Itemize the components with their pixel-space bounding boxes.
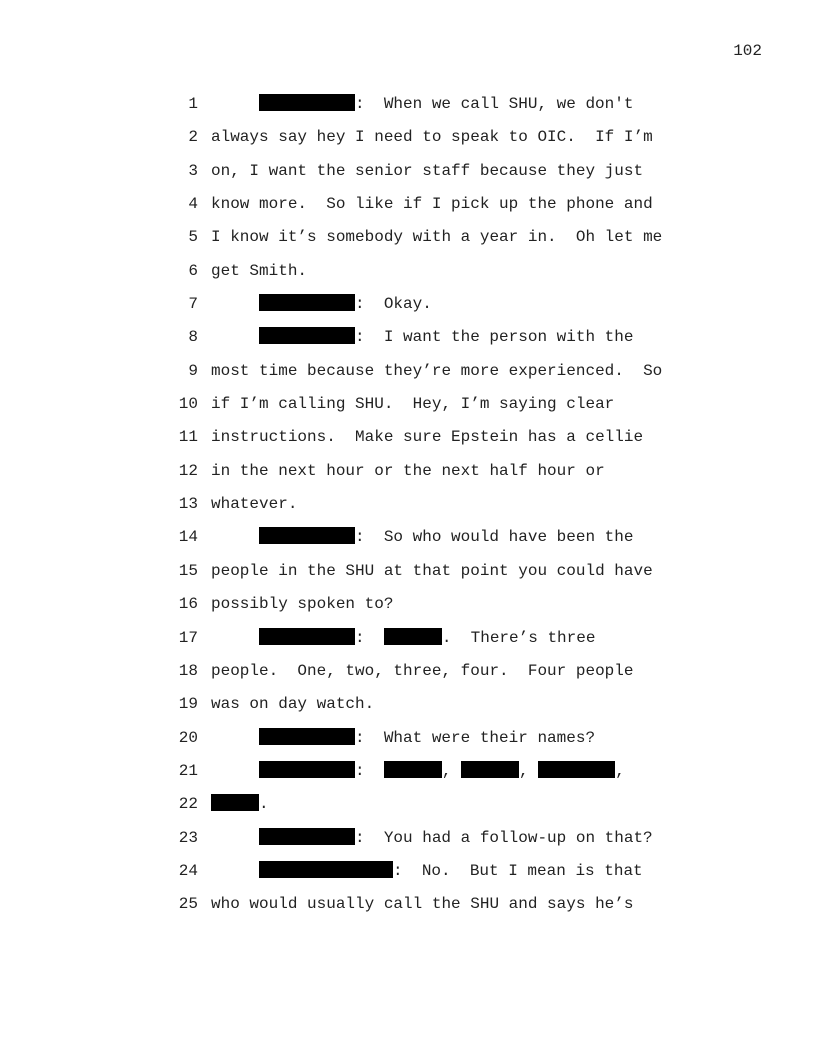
transcript-line xyxy=(0,158,816,191)
line-content: get Smith. xyxy=(211,261,308,280)
transcript-line xyxy=(0,358,816,391)
transcript-line xyxy=(0,658,816,691)
line-number: 25 xyxy=(178,895,198,914)
line-text xyxy=(259,825,653,851)
line-content: know more. So like if I pick up the phone and xyxy=(211,195,653,214)
line-content: So who would have been the xyxy=(383,528,634,547)
transcript-body xyxy=(0,91,816,925)
redaction-box xyxy=(259,761,355,778)
transcript-line xyxy=(0,91,816,124)
comma-separator: , xyxy=(615,761,625,780)
line-number: 21 xyxy=(178,761,198,780)
line-content: You had a follow-up on that? xyxy=(383,828,653,847)
line-text xyxy=(259,858,643,884)
line-content: was on day watch. xyxy=(211,695,375,714)
transcript-line xyxy=(0,124,816,157)
line-number: 20 xyxy=(178,728,198,747)
transcript-line xyxy=(0,191,816,224)
line-number: 19 xyxy=(178,695,198,714)
line-number: 14 xyxy=(178,528,198,547)
transcript-line xyxy=(0,891,816,924)
line-number: 15 xyxy=(178,561,198,580)
redaction-box xyxy=(259,728,355,745)
transcript-line xyxy=(0,224,816,257)
redaction-box xyxy=(259,828,355,845)
period-separator: . xyxy=(259,795,269,814)
line-content: I want the person with the xyxy=(383,328,634,347)
comma-separator: , xyxy=(441,761,452,780)
line-number: 1 xyxy=(188,95,198,113)
line-number: 4 xyxy=(188,195,198,214)
transcript-line xyxy=(0,558,816,591)
line-text xyxy=(259,291,432,317)
speaker-separator: : xyxy=(355,628,384,647)
line-content: No. But I mean is that xyxy=(421,861,643,880)
line-content: I know it’s somebody with a year in. Oh let me xyxy=(211,228,663,247)
page-number: 102 xyxy=(733,42,762,60)
speaker-separator: : xyxy=(355,761,384,780)
transcript-line xyxy=(0,458,816,491)
transcript-line xyxy=(0,858,816,891)
redaction-box xyxy=(211,794,259,811)
transcript-line xyxy=(0,324,816,357)
line-number: 11 xyxy=(178,428,198,447)
line-number: 7 xyxy=(188,295,198,314)
line-content: on, I want the senior staff because they just xyxy=(211,161,644,180)
line-content: When we call SHU, we don't xyxy=(383,95,634,113)
speaker-separator: : xyxy=(355,95,384,113)
line-content: There’s three xyxy=(470,628,596,647)
speaker-separator: : xyxy=(393,861,422,880)
line-number: 24 xyxy=(178,861,198,880)
transcript-line xyxy=(0,291,816,324)
line-number: 17 xyxy=(178,628,198,647)
speaker-separator: : xyxy=(355,328,384,347)
redaction-box xyxy=(259,628,355,645)
transcript-line xyxy=(0,691,816,724)
line-number: 22 xyxy=(178,795,198,814)
line-text xyxy=(259,324,633,350)
transcript-line xyxy=(0,625,816,658)
transcript-line xyxy=(0,391,816,424)
line-content: always say hey I need to speak to OIC. If I’m xyxy=(211,128,653,147)
transcript-line xyxy=(0,524,816,557)
transcript-line xyxy=(0,791,816,824)
redaction-box xyxy=(384,628,442,645)
line-text xyxy=(259,758,625,784)
transcript-line xyxy=(0,825,816,858)
line-number: 18 xyxy=(178,661,198,680)
redaction-box xyxy=(259,327,355,344)
line-number: 10 xyxy=(178,395,198,414)
line-number: 9 xyxy=(188,361,198,380)
redaction-box xyxy=(461,761,519,778)
line-number: 2 xyxy=(188,128,198,147)
line-content: in the next hour or the next half hour or xyxy=(211,461,605,480)
line-number: 13 xyxy=(178,495,198,514)
transcript-line xyxy=(0,725,816,758)
transcript-line xyxy=(0,758,816,791)
transcript-line xyxy=(0,424,816,457)
comma-separator: , xyxy=(519,761,529,780)
redaction-box xyxy=(259,527,355,544)
speaker-separator: : xyxy=(355,828,384,847)
transcript-line xyxy=(0,491,816,524)
redaction-box xyxy=(384,761,442,778)
line-number: 23 xyxy=(178,828,198,847)
sentence-separator: . xyxy=(441,628,471,647)
redaction-box xyxy=(259,294,355,311)
line-text xyxy=(259,625,595,651)
line-content: What were their names? xyxy=(383,728,596,747)
line-number: 16 xyxy=(178,595,198,614)
line-number: 6 xyxy=(188,261,198,280)
line-text xyxy=(259,524,633,550)
line-content: who would usually call the SHU and says he’s xyxy=(211,895,634,914)
line-content: people in the SHU at that point you could have xyxy=(211,561,653,580)
redaction-box xyxy=(259,861,393,878)
line-number: 5 xyxy=(188,228,198,247)
line-content: most time because they’re more experienced. So xyxy=(211,361,663,380)
redaction-box xyxy=(259,94,355,111)
line-text xyxy=(259,725,595,751)
line-content: people. One, two, three, four. Four people xyxy=(211,661,634,680)
line-content: if I’m calling SHU. Hey, I’m saying clear xyxy=(211,395,615,414)
line-text xyxy=(211,791,269,817)
transcript-line xyxy=(0,258,816,291)
line-content: whatever. xyxy=(211,495,298,514)
speaker-separator: : xyxy=(355,295,384,314)
line-content: instructions. Make sure Epstein has a cellie xyxy=(211,428,644,447)
redaction-box xyxy=(538,761,615,778)
line-content: Okay. xyxy=(383,295,432,314)
line-number: 8 xyxy=(188,328,198,347)
transcript-line xyxy=(0,591,816,624)
speaker-separator: : xyxy=(355,528,384,547)
speaker-separator: : xyxy=(355,728,384,747)
line-text xyxy=(259,91,633,117)
line-number: 3 xyxy=(188,161,198,180)
line-content: possibly spoken to? xyxy=(211,595,394,614)
line-number: 12 xyxy=(178,461,198,480)
